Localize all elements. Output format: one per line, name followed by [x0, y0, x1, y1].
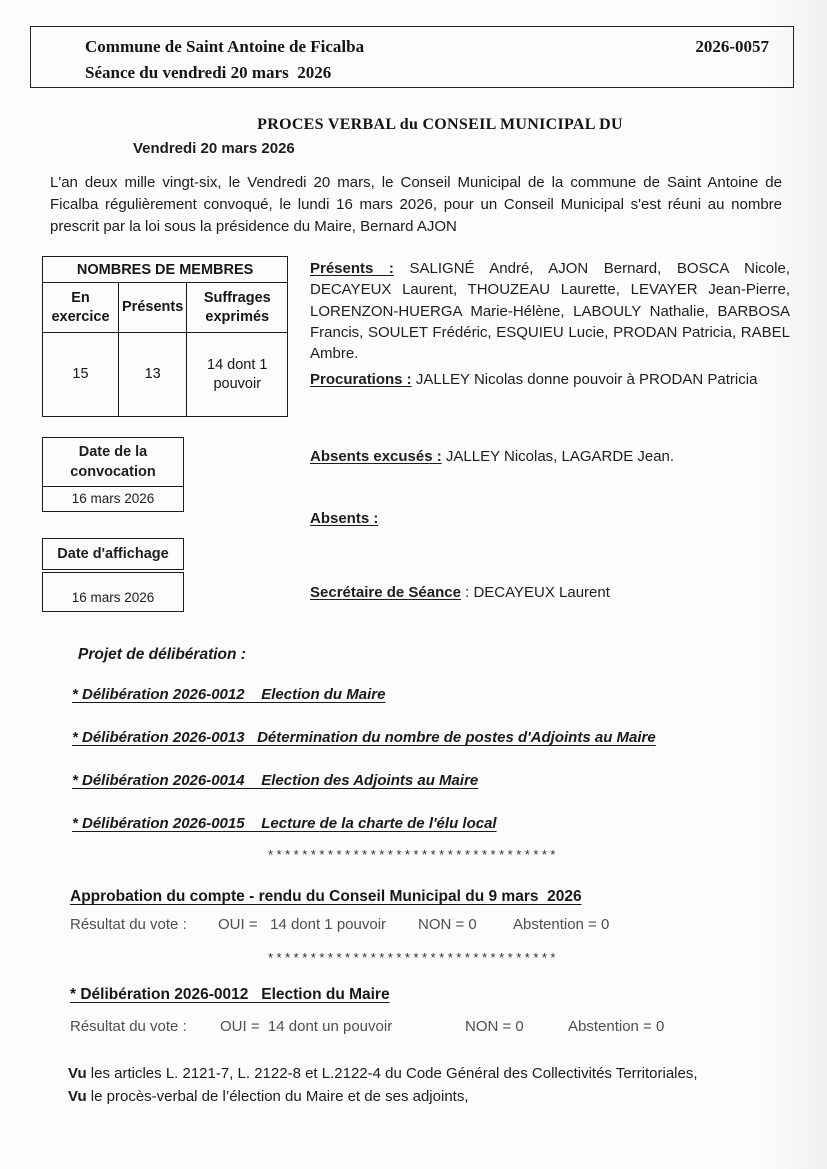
intro-paragraph: L'an deux mille vingt-six, le Vendredi 20 mars, le Conseil Municipal de la commune de Saint Antoine de Ficalba régulièrement convoqué, le lundi 16 mars 2026, pour un Conseil Municipal s'est réuni au nombre prescrit par la loi sous la présidence du Maire, Bernard AJON	[50, 174, 782, 235]
vu-text: le procès-verbal de l’élection du Maire et de ses adjoints,	[86, 1088, 469, 1106]
vote-result-row	[70, 916, 790, 938]
vote-non: NON = 0	[418, 916, 477, 933]
vote-result-row	[70, 1018, 790, 1040]
vote-abstention: Abstention = 0	[513, 916, 610, 933]
absents-excuses-label: Absents excusés :	[310, 448, 442, 465]
presents-label: Présents :	[310, 260, 394, 277]
members-count-table	[42, 256, 288, 417]
affichage-date-box: Date d'affichage	[42, 538, 184, 570]
convocation-date-box	[42, 437, 184, 512]
value-presents: 13	[119, 333, 187, 417]
col-header-presents: Présents	[119, 283, 187, 333]
procurations-paragraph	[310, 369, 790, 390]
vote-oui: OUI = 14 dont un pouvoir	[220, 1018, 393, 1035]
table-row	[43, 283, 288, 333]
secretaire-label: Secrétaire de Séance	[310, 584, 461, 601]
commune-title: Commune de Saint Antoine de Ficalba	[85, 37, 365, 56]
asterisk-separator: **********************************	[267, 847, 559, 862]
document-reference-number: 2026-0057	[695, 37, 769, 56]
convocation-value: 16 mars 2026	[71, 491, 155, 507]
secretaire-line	[310, 584, 610, 601]
value-en-exercice: 15	[43, 333, 119, 417]
convocation-label: Date de la convocation	[43, 438, 183, 487]
asterisk-separator: **********************************	[267, 950, 559, 965]
vu-line-2	[68, 1085, 788, 1108]
list-item: * Délibération 2026-0012 Election du Maire	[72, 686, 386, 703]
document-title: PROCES VERBAL du CONSEIL MUNICIPAL DU	[257, 116, 623, 133]
table-row	[43, 257, 288, 283]
absents-excuses-line	[310, 448, 674, 465]
vote-non: NON = 0	[465, 1018, 524, 1035]
col-header-en-exercice: En exercice	[43, 283, 119, 333]
vu-bold: Vu	[68, 1065, 87, 1082]
header-commune-seance	[85, 34, 364, 87]
legal-references-block	[68, 1062, 788, 1109]
projet-deliberation-heading: Projet de délibération :	[78, 646, 246, 663]
vote-label: Résultat du vote :	[70, 1018, 187, 1035]
seance-date: Séance du vendredi 20 mars 2026	[85, 63, 332, 83]
value-suffrages: 14 dont 1 pouvoir	[187, 333, 288, 417]
header-box	[30, 26, 794, 88]
absents-label: Absents :	[310, 510, 379, 527]
table-row	[43, 333, 288, 417]
members-table-title: NOMBRES DE MEMBRES	[43, 257, 288, 283]
approbation-heading: Approbation du compte - rendu du Conseil Municipal du 9 mars 2026	[70, 888, 582, 905]
attendance-block	[310, 258, 790, 391]
vote-label: Résultat du vote :	[70, 916, 187, 933]
secretaire-name: : DECAYEUX Laurent	[460, 584, 610, 601]
absents-line	[310, 510, 378, 527]
vote-oui: OUI = 14 dont 1 pouvoir	[218, 916, 387, 933]
vu-text: les articles L. 2121-7, L. 2122-8 et L.2122-4 du Code Général des Collectivités Territoriales,	[86, 1065, 698, 1082]
vu-line-1	[68, 1062, 788, 1085]
list-item: * Délibération 2026-0015 Lecture de la charte de l'élu local	[72, 815, 497, 832]
deliberation-0012-heading: * Délibération 2026-0012 Election du Maire	[70, 986, 390, 1003]
document-title-date: Vendredi 20 mars 2026	[133, 140, 295, 157]
procurations-text: JALLEY Nicolas donne pouvoir à PRODAN Patricia	[411, 371, 758, 389]
absents-excuses-names: JALLEY Nicolas, LAGARDE Jean.	[441, 448, 675, 465]
procurations-label: Procurations :	[310, 371, 412, 389]
deliberations-list	[72, 686, 792, 858]
presents-names: SALIGNÉ André, AJON Bernard, BOSCA Nicole, DECAYEUX Laurent, THOUZEAU Laurette, LEVAYER Jean-Pierre, LORENZON-HUERGA Marie-Hélène, LABOULY Nathalie, BARBOSA Francis, SOULET Frédéric, ESQUIEU Lucie, PRODAN Patricia, RABEL Ambre.	[310, 260, 790, 363]
list-item: * Délibération 2026-0013 Détermination du nombre de postes d'Adjoints au Maire	[72, 729, 656, 746]
affichage-date-value: 16 mars 2026	[42, 572, 184, 612]
presents-paragraph	[310, 258, 790, 364]
vote-abstention: Abstention = 0	[568, 1018, 665, 1035]
list-item: * Délibération 2026-0014 Election des Adjoints au Maire	[72, 772, 479, 789]
vu-bold: Vu	[68, 1088, 87, 1106]
col-header-suffrages: Suffrages exprimés	[187, 283, 288, 333]
